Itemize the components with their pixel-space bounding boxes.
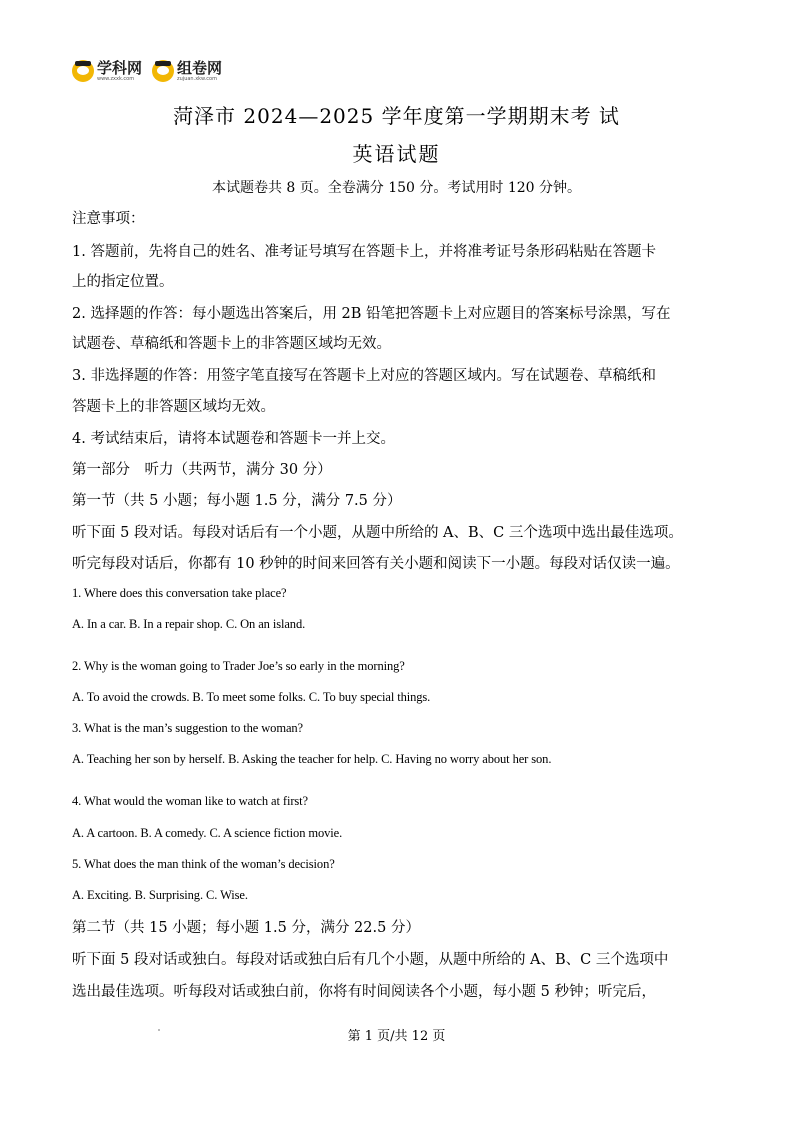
page-subtitle: 英语试题 — [352, 142, 441, 166]
notice-line: 试题卷、草稿纸和答题卡上的非答题区域均无效。 — [72, 336, 391, 352]
notice-line: 2. 选择题的作答：每小题选出答案后，用 2B 铅笔把答题卡上对应题目的答案标号涂黑，写在 — [72, 306, 671, 322]
section1-instruction: 听完每段对话后，你都有 10 秒钟的时间来回答有关小题和阅读下一小题。每段对话仅读一遍。 — [72, 556, 680, 572]
section1-heading: 第一节（共 5 小题；每小题 1.5 分，满分 7.5 分） — [72, 493, 402, 509]
section1-instruction: 听下面 5 段对话。每段对话后有一个小题，从题中所给的 A、B、C 三个选项中选出最佳选项。 — [72, 525, 683, 541]
logo-zujuanwang — [152, 60, 222, 82]
question-text: 2. Why is the woman going to Trader Joe’s so early in the morning? — [72, 659, 405, 673]
page-number: 第 1 页/共 12 页 — [347, 1029, 446, 1044]
part1-heading: 第一部分 听力（共两节，满分 30 分） — [72, 462, 332, 478]
question-options: A. To avoid the crowds. B. To meet some folks. C. To buy special things. — [72, 690, 431, 704]
question-options: A. Teaching her son by herself. B. Asking the teacher for help. C. Having no worry about her son. — [72, 752, 552, 766]
section2-instruction: 选出最佳选项。听每段对话或独白前，你将有时间阅读各个小题，每小题 5 秒钟；听完后， — [72, 984, 656, 1000]
mortarboard-icon — [72, 60, 94, 82]
logo-xuekewang — [72, 60, 142, 82]
exam-info: 本试题卷共 8 页。全卷满分 150 分。考试用时 120 分钟。 — [211, 180, 582, 196]
question-options: A. Exciting. B. Surprising. C. Wise. — [72, 888, 248, 902]
mortarboard-icon — [152, 60, 174, 82]
page-title: 菏泽市 2024—2025 学年度第一学期期末考 试 — [173, 104, 620, 128]
logo-url: zujuan.xkw.com — [177, 75, 217, 82]
logo-title: 组卷网 — [177, 58, 223, 77]
question-options: A. In a car. B. In a repair shop. C. On an island. — [72, 617, 306, 631]
logo-url: www.zxxk.com — [97, 75, 135, 82]
notice-line: 4. 考试结束后，请将本试题卷和答题卡一并上交。 — [72, 431, 395, 447]
notice-heading: 注意事项： — [72, 211, 145, 227]
question-text: 5. What does the man think of the woman’s decision? — [72, 857, 335, 871]
section2-heading: 第二节（共 15 小题；每小题 1.5 分，满分 22.5 分） — [72, 920, 420, 936]
question-text: 4. What would the woman like to watch at first? — [72, 794, 308, 808]
notice-line: 1. 答题前，先将自己的姓名、准考证号填写在答题卡上，并将准考证号条形码粘贴在答题卡 — [72, 244, 656, 260]
notice-line: 答题卡上的非答题区域均无效。 — [72, 399, 275, 415]
notice-line: 上的指定位置。 — [72, 274, 174, 290]
notice-line: 3. 非选择题的作答：用签字笔直接写在答题卡上对应的答题区域内。写在试题卷、草稿纸和 — [72, 368, 656, 384]
question-text: 3. What is the man’s suggestion to the woman? — [72, 721, 303, 735]
question-text: 1. Where does this conversation take place? — [72, 586, 287, 600]
logo-title: 学科网 — [97, 58, 143, 77]
header-logos — [72, 58, 232, 84]
section2-instruction: 听下面 5 段对话或独白。每段对话或独白后有几个小题，从题中所给的 A、B、C 三个选项中 — [72, 952, 669, 968]
question-options: A. A cartoon. B. A comedy. C. A science fiction movie. — [72, 826, 343, 840]
